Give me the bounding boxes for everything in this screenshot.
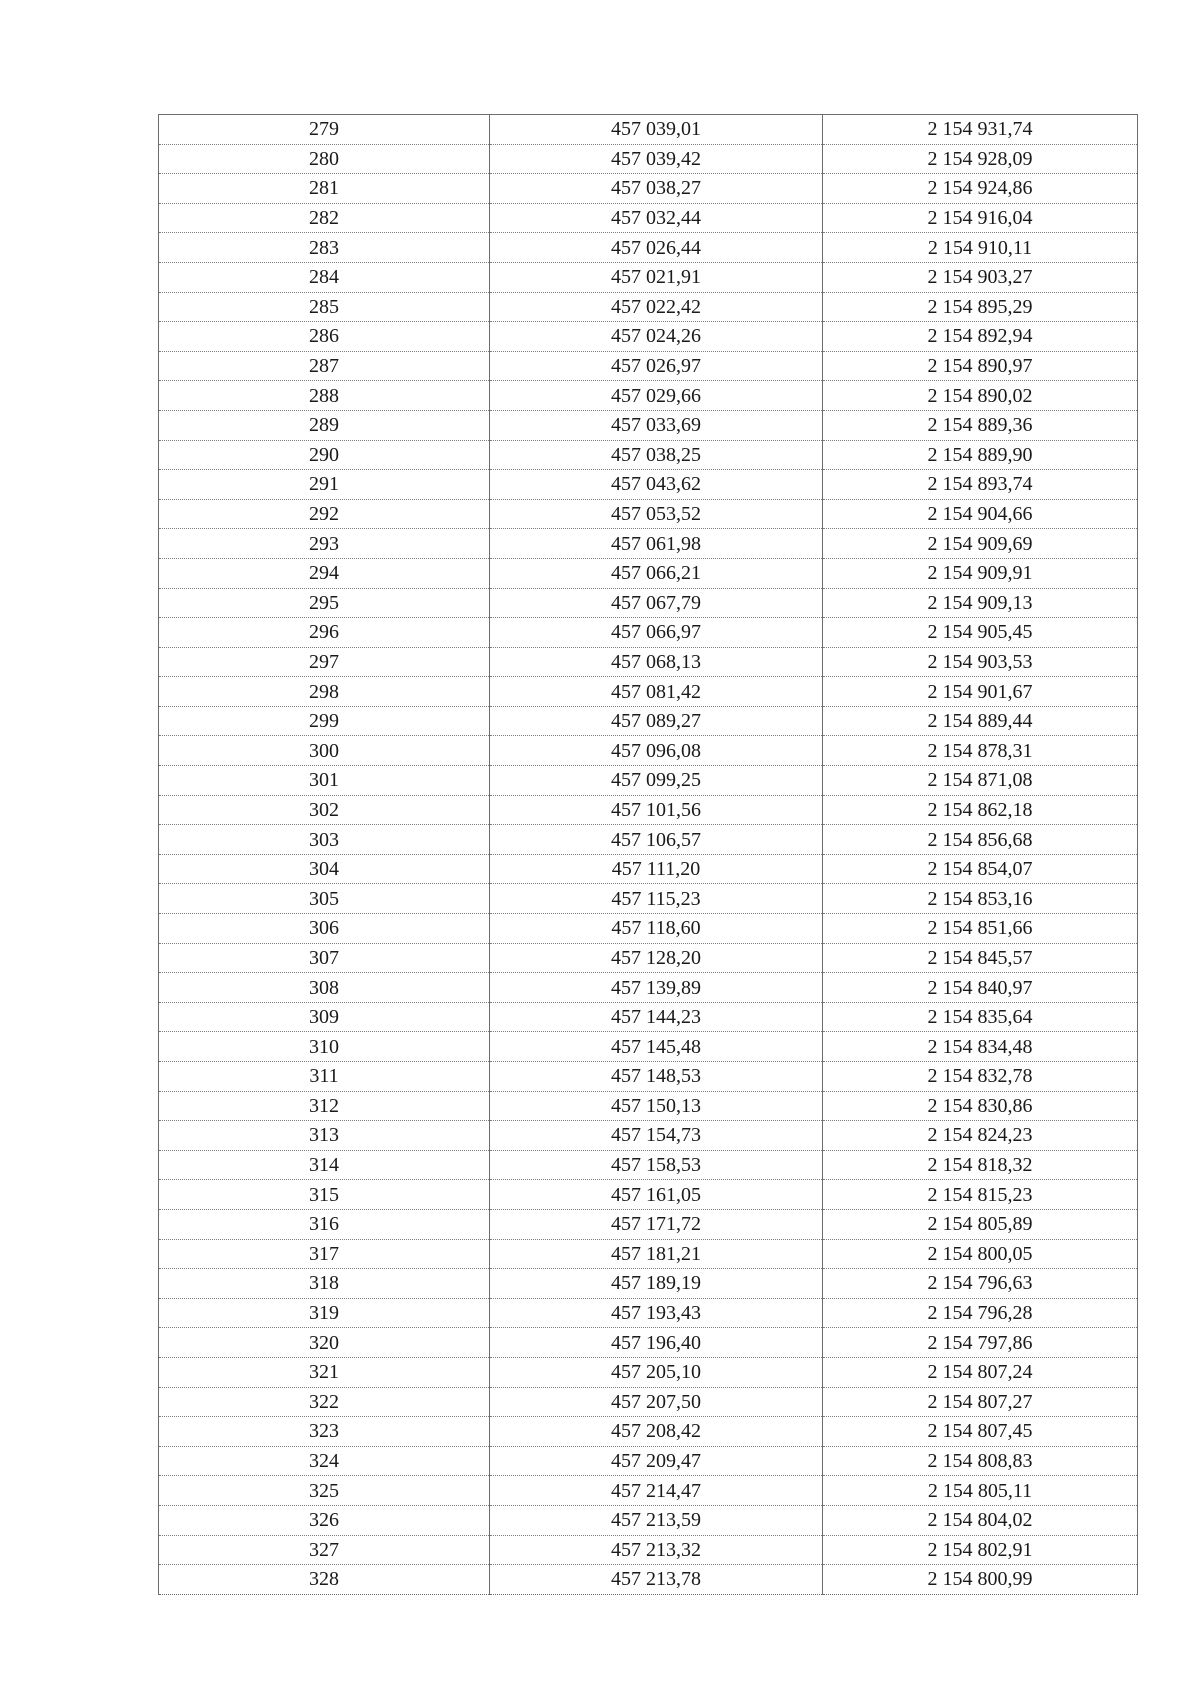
table-row	[159, 1505, 1138, 1535]
table-row	[159, 1091, 1138, 1121]
x-coordinate-cell: 457 101,56	[490, 795, 823, 825]
table-row	[159, 766, 1138, 796]
table-row	[159, 1002, 1138, 1032]
point-number-cell: 300	[159, 736, 490, 766]
point-number-cell: 292	[159, 499, 490, 529]
point-number-cell: 284	[159, 262, 490, 292]
table-row	[159, 588, 1138, 618]
y-coordinate-cell: 2 154 802,91	[823, 1535, 1138, 1565]
x-coordinate-cell: 457 171,72	[490, 1209, 823, 1239]
point-number-cell: 307	[159, 943, 490, 973]
y-coordinate-cell: 2 154 878,31	[823, 736, 1138, 766]
point-number-cell: 328	[159, 1565, 490, 1595]
table-row	[159, 381, 1138, 411]
y-coordinate-cell: 2 154 796,28	[823, 1298, 1138, 1328]
x-coordinate-cell: 457 145,48	[490, 1032, 823, 1062]
table-row	[159, 322, 1138, 352]
table-row	[159, 1417, 1138, 1447]
y-coordinate-cell: 2 154 901,67	[823, 677, 1138, 707]
x-coordinate-cell: 457 039,42	[490, 144, 823, 174]
x-coordinate-cell: 457 061,98	[490, 529, 823, 559]
x-coordinate-cell: 457 213,32	[490, 1535, 823, 1565]
y-coordinate-cell: 2 154 818,32	[823, 1150, 1138, 1180]
y-coordinate-cell: 2 154 871,08	[823, 766, 1138, 796]
table-row	[159, 1150, 1138, 1180]
table-row	[159, 351, 1138, 381]
x-coordinate-cell: 457 021,91	[490, 262, 823, 292]
point-number-cell: 288	[159, 381, 490, 411]
x-coordinate-cell: 457 205,10	[490, 1357, 823, 1387]
y-coordinate-cell: 2 154 851,66	[823, 914, 1138, 944]
point-number-cell: 297	[159, 647, 490, 677]
table-row	[159, 410, 1138, 440]
x-coordinate-cell: 457 033,69	[490, 410, 823, 440]
y-coordinate-cell: 2 154 903,27	[823, 262, 1138, 292]
y-coordinate-cell: 2 154 890,97	[823, 351, 1138, 381]
y-coordinate-cell: 2 154 909,13	[823, 588, 1138, 618]
table-row	[159, 233, 1138, 263]
coordinates-table-body	[159, 115, 1138, 1595]
y-coordinate-cell: 2 154 854,07	[823, 854, 1138, 884]
point-number-cell: 301	[159, 766, 490, 796]
table-row	[159, 1209, 1138, 1239]
x-coordinate-cell: 457 029,66	[490, 381, 823, 411]
x-coordinate-cell: 457 139,89	[490, 973, 823, 1003]
table-row	[159, 558, 1138, 588]
y-coordinate-cell: 2 154 845,57	[823, 943, 1138, 973]
table-row	[159, 1298, 1138, 1328]
y-coordinate-cell: 2 154 796,63	[823, 1269, 1138, 1299]
coordinates-table	[158, 114, 1138, 1595]
x-coordinate-cell: 457 158,53	[490, 1150, 823, 1180]
point-number-cell: 299	[159, 706, 490, 736]
point-number-cell: 325	[159, 1476, 490, 1506]
table-row	[159, 795, 1138, 825]
point-number-cell: 298	[159, 677, 490, 707]
point-number-cell: 282	[159, 203, 490, 233]
x-coordinate-cell: 457 066,21	[490, 558, 823, 588]
y-coordinate-cell: 2 154 903,53	[823, 647, 1138, 677]
x-coordinate-cell: 457 213,78	[490, 1565, 823, 1595]
table-row	[159, 499, 1138, 529]
y-coordinate-cell: 2 154 808,83	[823, 1446, 1138, 1476]
x-coordinate-cell: 457 214,47	[490, 1476, 823, 1506]
table-row	[159, 1180, 1138, 1210]
point-number-cell: 310	[159, 1032, 490, 1062]
x-coordinate-cell: 457 154,73	[490, 1121, 823, 1151]
table-row	[159, 1446, 1138, 1476]
point-number-cell: 285	[159, 292, 490, 322]
y-coordinate-cell: 2 154 804,02	[823, 1505, 1138, 1535]
table-row	[159, 736, 1138, 766]
x-coordinate-cell: 457 096,08	[490, 736, 823, 766]
x-coordinate-cell: 457 053,52	[490, 499, 823, 529]
y-coordinate-cell: 2 154 797,86	[823, 1328, 1138, 1358]
table-row	[159, 115, 1138, 145]
point-number-cell: 327	[159, 1535, 490, 1565]
x-coordinate-cell: 457 067,79	[490, 588, 823, 618]
point-number-cell: 291	[159, 470, 490, 500]
table-row	[159, 292, 1138, 322]
point-number-cell: 295	[159, 588, 490, 618]
y-coordinate-cell: 2 154 840,97	[823, 973, 1138, 1003]
table-row	[159, 884, 1138, 914]
table-row	[159, 1269, 1138, 1299]
x-coordinate-cell: 457 189,19	[490, 1269, 823, 1299]
table-row	[159, 1357, 1138, 1387]
table-row	[159, 854, 1138, 884]
table-row	[159, 825, 1138, 855]
table-row	[159, 943, 1138, 973]
y-coordinate-cell: 2 154 800,99	[823, 1565, 1138, 1595]
y-coordinate-cell: 2 154 834,48	[823, 1032, 1138, 1062]
point-number-cell: 289	[159, 410, 490, 440]
table-row	[159, 618, 1138, 648]
point-number-cell: 322	[159, 1387, 490, 1417]
x-coordinate-cell: 457 161,05	[490, 1180, 823, 1210]
table-row	[159, 203, 1138, 233]
x-coordinate-cell: 457 026,97	[490, 351, 823, 381]
y-coordinate-cell: 2 154 904,66	[823, 499, 1138, 529]
y-coordinate-cell: 2 154 889,90	[823, 440, 1138, 470]
x-coordinate-cell: 457 208,42	[490, 1417, 823, 1447]
x-coordinate-cell: 457 026,44	[490, 233, 823, 263]
point-number-cell: 316	[159, 1209, 490, 1239]
point-number-cell: 294	[159, 558, 490, 588]
point-number-cell: 311	[159, 1062, 490, 1092]
x-coordinate-cell: 457 196,40	[490, 1328, 823, 1358]
table-row	[159, 677, 1138, 707]
table-row	[159, 1062, 1138, 1092]
x-coordinate-cell: 457 111,20	[490, 854, 823, 884]
point-number-cell: 302	[159, 795, 490, 825]
point-number-cell: 314	[159, 1150, 490, 1180]
y-coordinate-cell: 2 154 909,91	[823, 558, 1138, 588]
y-coordinate-cell: 2 154 924,86	[823, 174, 1138, 204]
point-number-cell: 324	[159, 1446, 490, 1476]
x-coordinate-cell: 457 066,97	[490, 618, 823, 648]
table-row	[159, 529, 1138, 559]
y-coordinate-cell: 2 154 824,23	[823, 1121, 1138, 1151]
x-coordinate-cell: 457 128,20	[490, 943, 823, 973]
y-coordinate-cell: 2 154 892,94	[823, 322, 1138, 352]
x-coordinate-cell: 457 213,59	[490, 1505, 823, 1535]
y-coordinate-cell: 2 154 893,74	[823, 470, 1138, 500]
x-coordinate-cell: 457 032,44	[490, 203, 823, 233]
y-coordinate-cell: 2 154 805,89	[823, 1209, 1138, 1239]
table-row	[159, 1535, 1138, 1565]
table-row	[159, 1387, 1138, 1417]
x-coordinate-cell: 457 118,60	[490, 914, 823, 944]
point-number-cell: 320	[159, 1328, 490, 1358]
x-coordinate-cell: 457 181,21	[490, 1239, 823, 1269]
table-row	[159, 262, 1138, 292]
y-coordinate-cell: 2 154 889,36	[823, 410, 1138, 440]
y-coordinate-cell: 2 154 853,16	[823, 884, 1138, 914]
x-coordinate-cell: 457 038,27	[490, 174, 823, 204]
table-row	[159, 1032, 1138, 1062]
point-number-cell: 308	[159, 973, 490, 1003]
x-coordinate-cell: 457 144,23	[490, 1002, 823, 1032]
table-row	[159, 470, 1138, 500]
point-number-cell: 309	[159, 1002, 490, 1032]
y-coordinate-cell: 2 154 910,11	[823, 233, 1138, 263]
point-number-cell: 306	[159, 914, 490, 944]
point-number-cell: 303	[159, 825, 490, 855]
y-coordinate-cell: 2 154 835,64	[823, 1002, 1138, 1032]
x-coordinate-cell: 457 115,23	[490, 884, 823, 914]
y-coordinate-cell: 2 154 807,27	[823, 1387, 1138, 1417]
table-row	[159, 1328, 1138, 1358]
point-number-cell: 296	[159, 618, 490, 648]
x-coordinate-cell: 457 106,57	[490, 825, 823, 855]
table-row	[159, 144, 1138, 174]
table-row	[159, 440, 1138, 470]
y-coordinate-cell: 2 154 807,24	[823, 1357, 1138, 1387]
point-number-cell: 305	[159, 884, 490, 914]
point-number-cell: 319	[159, 1298, 490, 1328]
x-coordinate-cell: 457 024,26	[490, 322, 823, 352]
y-coordinate-cell: 2 154 800,05	[823, 1239, 1138, 1269]
y-coordinate-cell: 2 154 830,86	[823, 1091, 1138, 1121]
x-coordinate-cell: 457 099,25	[490, 766, 823, 796]
y-coordinate-cell: 2 154 931,74	[823, 115, 1138, 145]
y-coordinate-cell: 2 154 862,18	[823, 795, 1138, 825]
table-row	[159, 647, 1138, 677]
point-number-cell: 321	[159, 1357, 490, 1387]
point-number-cell: 318	[159, 1269, 490, 1299]
table-row	[159, 1476, 1138, 1506]
y-coordinate-cell: 2 154 832,78	[823, 1062, 1138, 1092]
y-coordinate-cell: 2 154 905,45	[823, 618, 1138, 648]
point-number-cell: 312	[159, 1091, 490, 1121]
y-coordinate-cell: 2 154 856,68	[823, 825, 1138, 855]
table-row	[159, 1121, 1138, 1151]
point-number-cell: 281	[159, 174, 490, 204]
y-coordinate-cell: 2 154 807,45	[823, 1417, 1138, 1447]
x-coordinate-cell: 457 207,50	[490, 1387, 823, 1417]
point-number-cell: 326	[159, 1505, 490, 1535]
point-number-cell: 323	[159, 1417, 490, 1447]
y-coordinate-cell: 2 154 815,23	[823, 1180, 1138, 1210]
y-coordinate-cell: 2 154 916,04	[823, 203, 1138, 233]
x-coordinate-cell: 457 089,27	[490, 706, 823, 736]
y-coordinate-cell: 2 154 805,11	[823, 1476, 1138, 1506]
x-coordinate-cell: 457 150,13	[490, 1091, 823, 1121]
x-coordinate-cell: 457 022,42	[490, 292, 823, 322]
table-row	[159, 1239, 1138, 1269]
x-coordinate-cell: 457 209,47	[490, 1446, 823, 1476]
point-number-cell: 304	[159, 854, 490, 884]
point-number-cell: 287	[159, 351, 490, 381]
point-number-cell: 317	[159, 1239, 490, 1269]
table-row	[159, 706, 1138, 736]
point-number-cell: 280	[159, 144, 490, 174]
point-number-cell: 313	[159, 1121, 490, 1151]
x-coordinate-cell: 457 038,25	[490, 440, 823, 470]
table-row	[159, 973, 1138, 1003]
y-coordinate-cell: 2 154 909,69	[823, 529, 1138, 559]
point-number-cell: 293	[159, 529, 490, 559]
y-coordinate-cell: 2 154 889,44	[823, 706, 1138, 736]
y-coordinate-cell: 2 154 895,29	[823, 292, 1138, 322]
y-coordinate-cell: 2 154 890,02	[823, 381, 1138, 411]
x-coordinate-cell: 457 193,43	[490, 1298, 823, 1328]
point-number-cell: 315	[159, 1180, 490, 1210]
x-coordinate-cell: 457 081,42	[490, 677, 823, 707]
table-row	[159, 1565, 1138, 1595]
table-row	[159, 914, 1138, 944]
point-number-cell: 286	[159, 322, 490, 352]
point-number-cell: 283	[159, 233, 490, 263]
y-coordinate-cell: 2 154 928,09	[823, 144, 1138, 174]
x-coordinate-cell: 457 068,13	[490, 647, 823, 677]
table-row	[159, 174, 1138, 204]
point-number-cell: 279	[159, 115, 490, 145]
x-coordinate-cell: 457 148,53	[490, 1062, 823, 1092]
x-coordinate-cell: 457 043,62	[490, 470, 823, 500]
x-coordinate-cell: 457 039,01	[490, 115, 823, 145]
point-number-cell: 290	[159, 440, 490, 470]
